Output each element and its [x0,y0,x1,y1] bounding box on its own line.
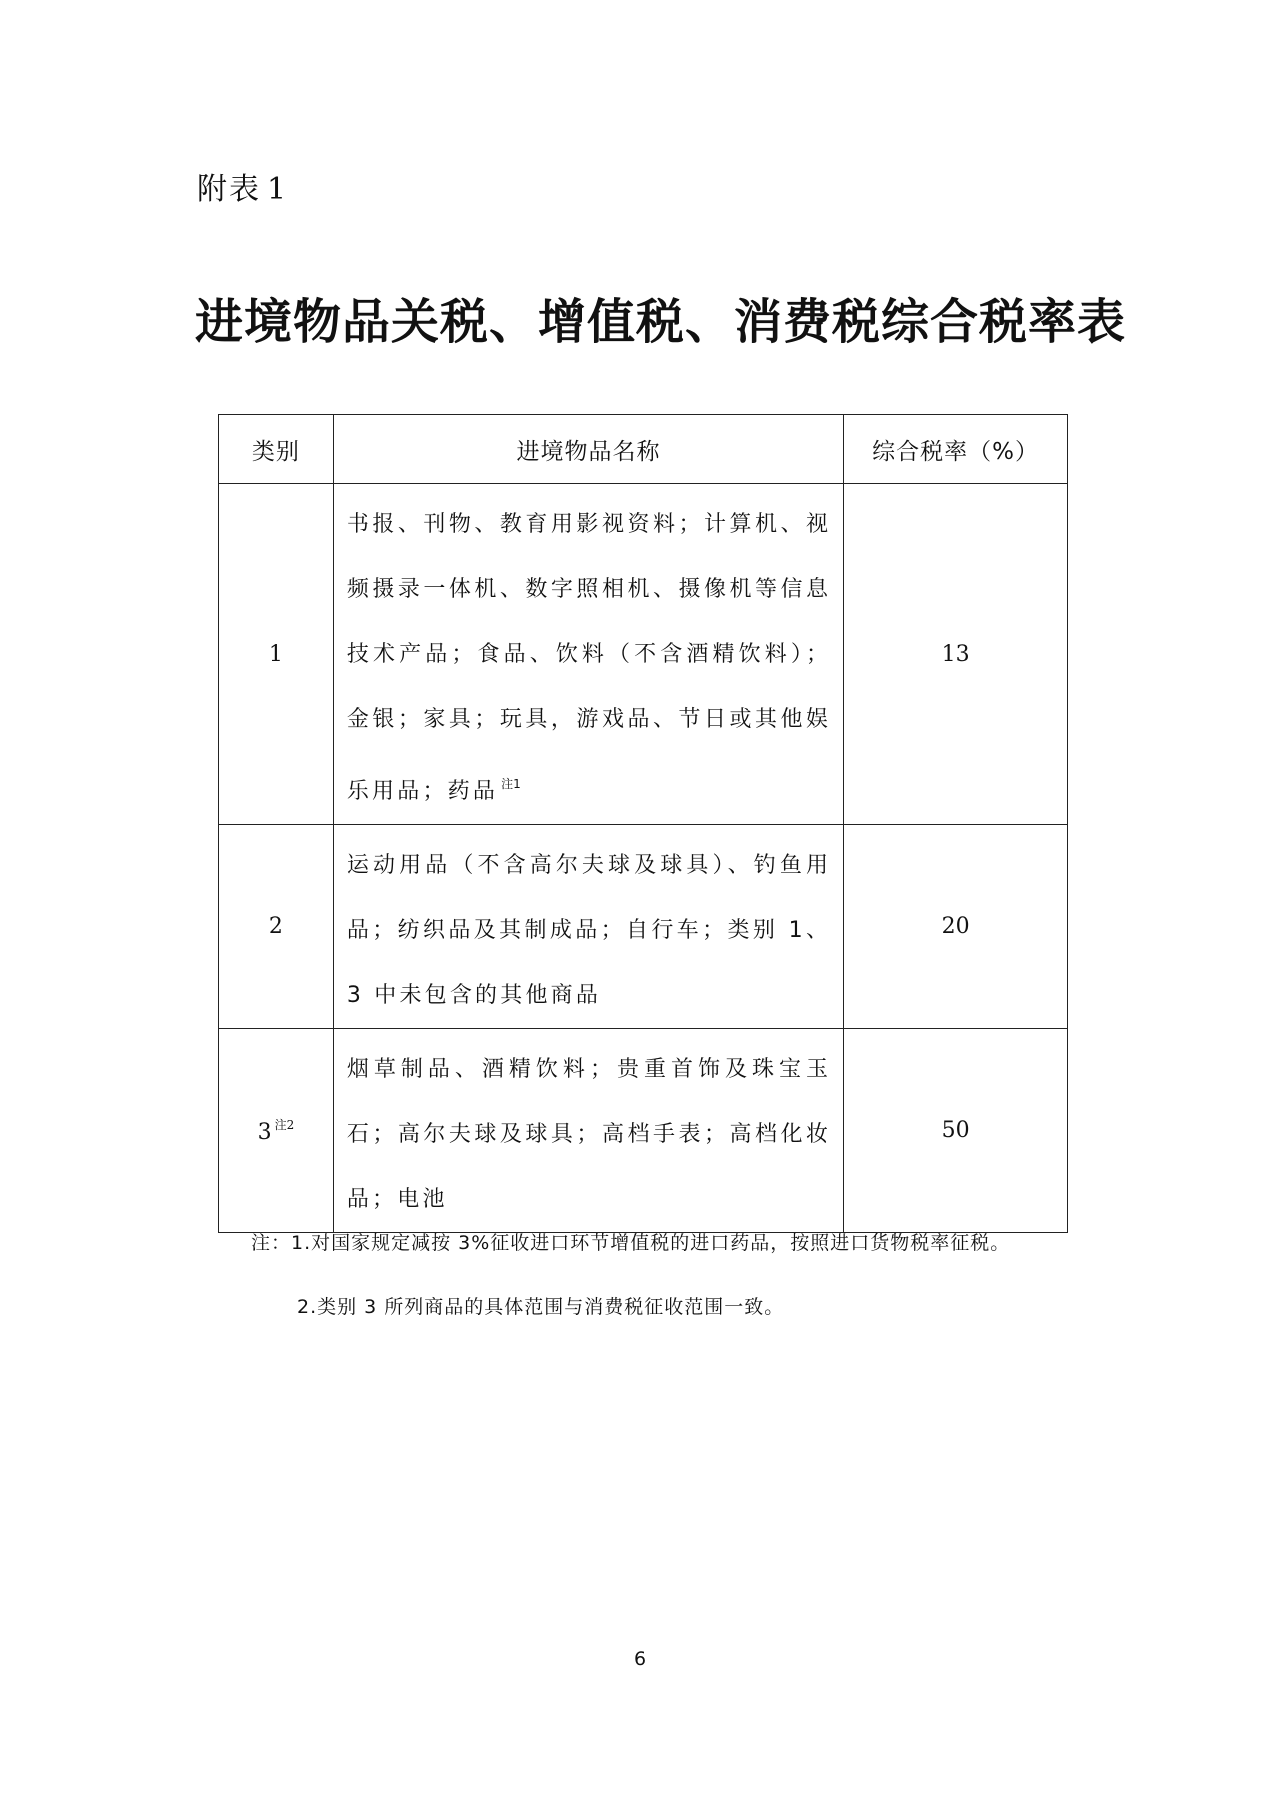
category-value: 2 [268,914,283,939]
rate-cell [844,1029,1068,1233]
footnote-marker: 注1 [501,777,521,791]
table-header-row [219,415,1068,484]
page-number: 6 [633,1648,647,1670]
annex-label [197,170,288,210]
footnote-2: 2.类别 3 所列商品的具体范围与消费税征收范围一致。 [297,1296,785,1318]
category-value: 1 [268,641,283,667]
rate-cell [844,484,1068,825]
category-cell [219,1029,334,1233]
items-text: 书报、刊物、教育用影视资料；计算机、视频摄录一体机、数字照相机、摄像机等信息技术产品；食品、饮料（不含酒精饮料）；金银；家具；玩具，游戏品、节日或其他娱乐用品；药品 [346,512,832,804]
footnotes [251,1228,1010,1322]
tax-rate-table [218,414,1068,1233]
category-cell [219,825,334,1029]
header-item-name: 进境物品名称 [333,415,843,484]
items-text: 烟草制品、酒精饮料；贵重首饰及珠宝玉石；高尔夫球及球具；高档手表；高档化妆品；电池 [346,1057,832,1212]
items-text: 运动用品（不含高尔夫球及球具）、钓鱼用品；纺织品及其制成品；自行车；类别 1、3 中未包含的其他商品 [346,853,832,1008]
footnote-1: 注：1.对国家规定减按 3%征收进口环节增值税的进口药品，按照进口货物税率征税。 [251,1232,1011,1254]
document-title: 进境物品关税、增值税、消费税综合税率表 [195,294,1127,350]
items-cell [333,825,843,1029]
category-value: 3 [257,1120,272,1145]
rate-value: 50 [941,1118,970,1143]
header-category: 类别 [219,415,334,484]
header-rate: 综合税率（%） [844,415,1068,484]
rate-value: 20 [941,914,970,939]
category-cell [219,484,334,825]
table-row [219,825,1068,1029]
annex-label-text: 附表 [197,172,261,207]
table-row [219,1029,1068,1233]
items-cell [333,484,843,825]
items-cell [333,1029,843,1233]
rate-value: 13 [941,641,970,667]
table-row [219,484,1068,825]
annex-number: 1 [267,172,289,207]
footnote-marker: 注2 [274,1118,295,1132]
rate-cell [844,825,1068,1029]
